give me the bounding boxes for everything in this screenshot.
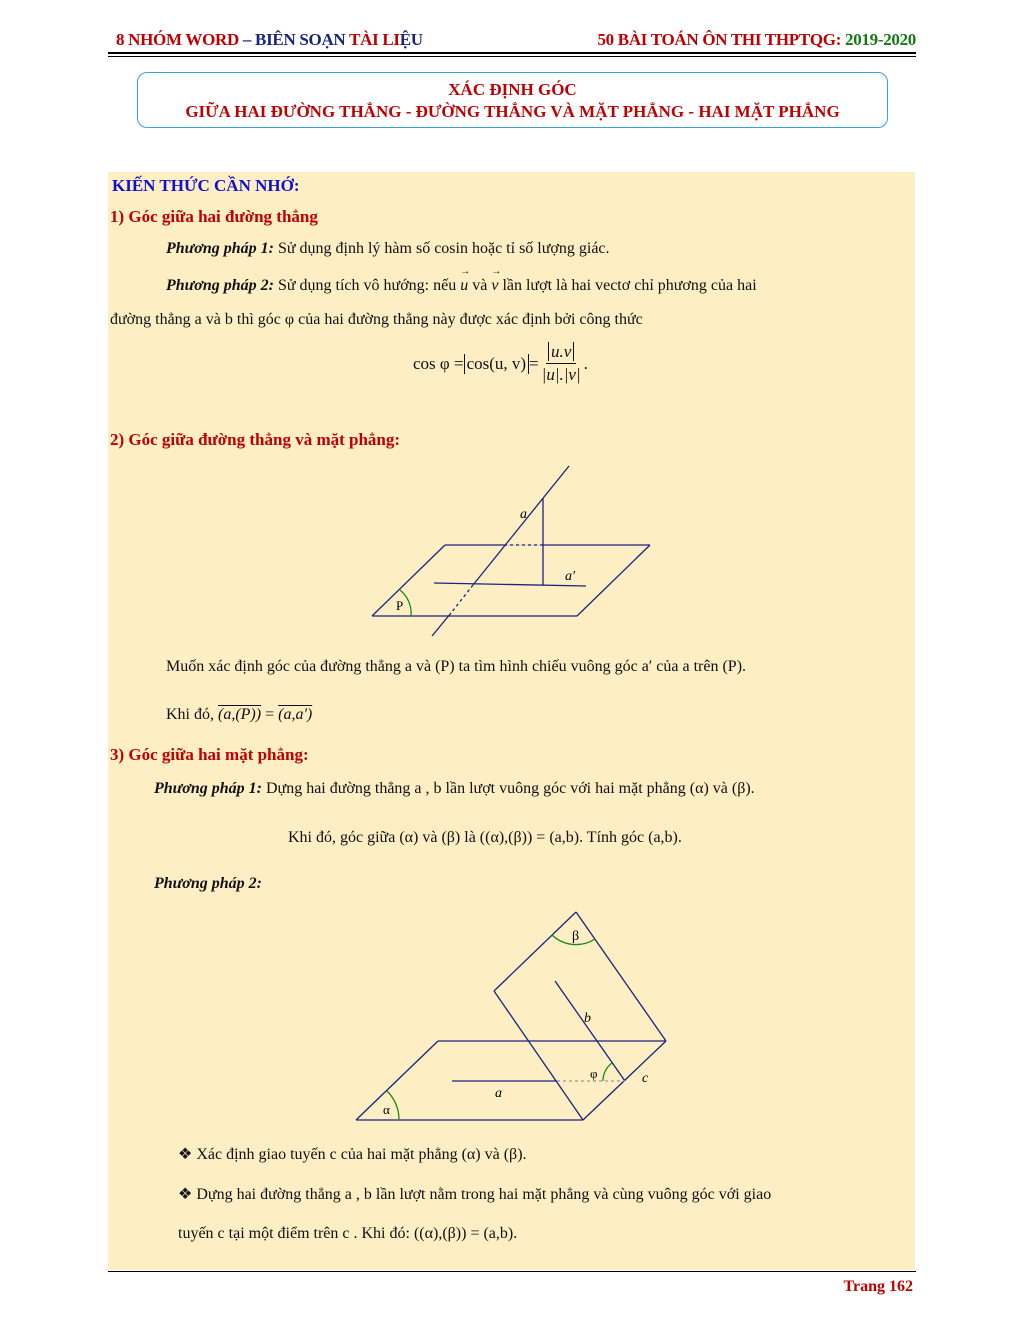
method2-label: Phương pháp 2: <box>166 277 274 294</box>
text2-prefix: Khi đó, <box>166 706 218 723</box>
method1-label: Phương pháp 1: <box>166 240 274 257</box>
plane-p-edge <box>372 545 445 616</box>
vector-u: → u <box>460 277 468 294</box>
header-rule <box>108 52 916 54</box>
projection-a-prime <box>434 583 586 586</box>
label-beta: β <box>572 929 580 944</box>
formula-denominator: |u|.|v| <box>541 365 581 384</box>
label-c: c <box>642 1071 649 1086</box>
header-group-number: 8 NHÓM <box>116 30 186 49</box>
bullet-1-text: Xác định giao tuyến c của hai mặt phẳng (α) và (β). <box>196 1146 527 1163</box>
header-rule-thin <box>108 56 916 57</box>
plane-beta-edge <box>494 991 583 1120</box>
section-heading: KIẾN THỨC CẦN NHỚ: <box>112 176 300 195</box>
formula-numerator: u.v <box>548 342 574 361</box>
section1-line2: đường thẳng a và b thì góc φ của hai đường thẳng này được xác định bởi công thức <box>110 311 643 328</box>
angle-a-aprime: (a,a') <box>278 706 313 723</box>
bullet-2 <box>178 1184 771 1204</box>
title-box <box>137 72 888 128</box>
header-word: WORD <box>185 30 239 49</box>
section1-method2 <box>166 277 757 295</box>
label-p: P <box>396 598 404 613</box>
content-panel <box>108 172 915 1270</box>
header-right-title <box>597 30 916 50</box>
method1-text: Sử dụng định lý hàm số cosin hoặc tỉ số lượng giác. <box>273 240 610 257</box>
bullet-1 <box>178 1144 527 1164</box>
vector-v: → v <box>491 277 498 294</box>
section3-method1-then: Khi đó, góc giữa (α) và (β) là ((α),(β)) = (a,b). Tính góc (a,b). <box>288 829 682 846</box>
page-header <box>108 30 916 54</box>
bullet-2-text: Dựng hai đường thẳng a , b lần lượt nằm trong hai mặt phẳng và cùng vuông góc với giao <box>196 1186 772 1203</box>
formula-eq: = <box>529 353 539 373</box>
formula-fraction <box>542 342 581 385</box>
line-a-upper <box>473 466 569 585</box>
section3-method1 <box>154 780 755 798</box>
s3-method1-label: Phương pháp 1: <box>154 780 262 797</box>
method2-text-b: lần lượt là hai vectơ chỉ phương của hai <box>498 277 757 294</box>
angle-arc-phi <box>603 1063 612 1081</box>
plane-beta-edge <box>494 912 576 991</box>
plane-p-edge <box>577 545 650 616</box>
label-a-prime: a′ <box>565 569 576 584</box>
section3-method2-label: Phương pháp 2: <box>154 875 262 892</box>
bullet-diamond-icon: ❖ <box>178 1186 193 1203</box>
footer-rule <box>108 1271 916 1272</box>
section2-text1: Muốn xác định góc của đường thẳng a và (P) ta tìm hình chiếu vuông góc a′ của a trên (P). <box>166 658 747 675</box>
header-left-title <box>116 30 423 50</box>
section2-title: 2) Góc giữa đường thẳng và mặt phẳng: <box>110 430 401 449</box>
angle-a-p: (a,(P)) <box>218 706 262 723</box>
bullet-diamond-icon: ❖ <box>178 1146 193 1163</box>
method2-text-a: Sử dụng tích vô hướng: nếu <box>273 277 461 294</box>
header-book-title: 50 BÀI TOÁN ÔN THI THPTQG: <box>597 30 846 49</box>
equals: = <box>261 706 279 723</box>
header-tai-lieu-end: ỆU <box>399 30 423 49</box>
and-word: và <box>468 277 492 294</box>
label-a2: a <box>495 1086 502 1101</box>
title-line-1: XÁC ĐỊNH GÓC <box>448 80 577 99</box>
section3-title: 3) Góc giữa hai mặt phẳng: <box>110 745 309 764</box>
bullet-2-cont: tuyến c tại một điểm trên c . Khi đó: ((α),(β)) = (a,b). <box>178 1225 518 1242</box>
formula-lhs: cos φ = <box>413 353 464 373</box>
section1-method1 <box>166 240 610 258</box>
line-a-hidden <box>451 585 473 613</box>
label-a: a <box>520 507 527 522</box>
cosine-formula: cos φ = cos(u, v) = $\frac{u.v}{|u|.|v|}$ . <box>413 342 588 384</box>
label-phi: φ <box>590 1066 598 1081</box>
section2-text2 <box>166 706 312 724</box>
page-number: Trang 162 <box>843 1278 913 1295</box>
header-year: 2019-2020 <box>845 30 916 49</box>
two-planes-figure <box>340 900 680 1130</box>
s3-method1-text: Dựng hai đường thẳng a , b lần lượt vuông góc với hai mặt phẳng (α) và (β). <box>261 780 755 797</box>
label-b: b <box>584 1011 591 1026</box>
title-line-2: GIỮA HAI ĐƯỜNG THẲNG - ĐƯỜNG THẲNG VÀ MẶT PHẲNG - HAI MẶT PHẲNG <box>185 102 840 121</box>
label-alpha: α <box>383 1102 390 1117</box>
formula-abs-cos: cos(u, v) <box>464 354 529 374</box>
line-plane-figure <box>360 455 660 640</box>
section1-title: 1) Góc giữa hai đường thẳng <box>110 207 318 226</box>
header-tai-lieu: TÀI LI <box>349 30 400 49</box>
header-bien-soan: – BIÊN SOẠN <box>238 30 350 49</box>
